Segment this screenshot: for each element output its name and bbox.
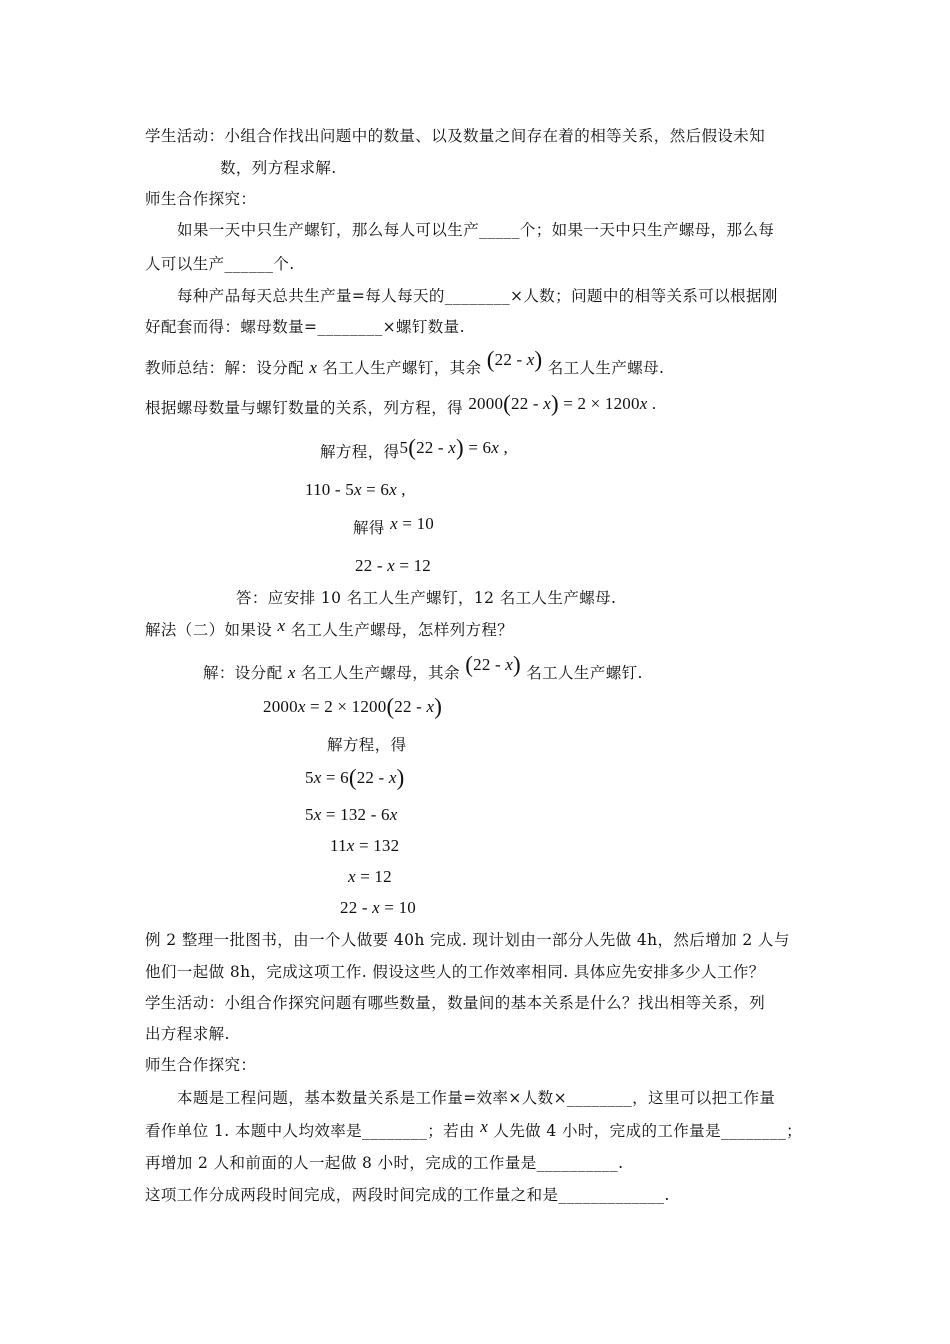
equation-11: 22 - x = 10 — [340, 898, 417, 917]
example-2-line: 例 2 整理一批图书，由一个人做要 40h 完成. 现计划由一部分人先做 4h，然后增加 2 人与 — [145, 931, 790, 949]
equation-5: 22 - x = 12 — [355, 556, 432, 575]
solve-line — [320, 435, 508, 462]
jiede-text: 解得 — [353, 519, 385, 537]
paragraph-line: 如果一天中只生产螺钉，那么每人可以生产_____个；如果一天中只生产螺母，那么每 — [177, 221, 775, 239]
equation-7: 5x = 6(22 - x) — [305, 765, 405, 790]
paragraph-line: 这项工作分成两段时间完成，两段时间完成的工作量之和是_____________. — [145, 1186, 670, 1204]
summary-text-c: 名工人生产螺母. — [547, 359, 665, 377]
method-two-text-b: 名工人生产螺母，怎样列方程？ — [290, 621, 514, 639]
m2s-text-c: 名工人生产螺钉. — [526, 664, 643, 682]
relation-line — [145, 391, 657, 418]
m2s-text-a: 解：设分配 — [203, 664, 283, 682]
equation-8: 5x = 132 - 6x — [305, 805, 398, 824]
relation-text: 根据螺母数量与螺钉数量的关系，列方程，得 — [145, 399, 464, 417]
paragraph-line: 好配套而得：螺母数量=________×螺钉数量. — [145, 318, 465, 336]
paragraph-line: 再增加 2 人和前面的人一起做 8 小时，完成的工作量是__________. — [145, 1154, 624, 1172]
section-heading: 师生合作探究： — [145, 190, 257, 208]
var-x: x — [480, 1117, 489, 1136]
paragraph-line: 本题是工程问题，基本数量关系是工作量=效率×人数×________，这里可以把工作量 — [177, 1089, 776, 1107]
m2s-text-b: 名工人生产螺母，其余 — [300, 664, 460, 682]
equation-2: 5(22 - x) = 6x , — [399, 435, 508, 460]
equation-9: 11x = 132 — [330, 836, 400, 855]
paragraph-line: 学生活动：小组合作探究问题有哪些数量，数量间的基本关系是什么？找出相等关系，列 — [145, 994, 766, 1012]
paragraph-line: 人可以生产______个. — [145, 255, 295, 273]
var-x: x — [309, 358, 318, 377]
equation-4: x = 10 — [390, 514, 434, 533]
ex-text-a: 看作单位 1. 本题中人均效率是________；若由 — [145, 1122, 475, 1140]
expr-22-minus-x: (22 - x) — [465, 652, 521, 677]
solve-line-2: 解方程，得 — [327, 736, 407, 754]
method-two-line — [145, 616, 514, 640]
var-x: x — [277, 616, 286, 635]
method-two-solution-line — [203, 652, 643, 683]
solved-line — [353, 514, 434, 538]
var-x: x — [287, 663, 296, 682]
expr-22-minus-x: (22 - x) — [486, 347, 543, 372]
teacher-summary-line — [145, 347, 665, 378]
solve-text: 解方程，得 — [320, 443, 400, 461]
equation-1: 2000(22 - x) = 2 × 1200x . — [468, 391, 657, 416]
equation-10: x = 12 — [348, 867, 392, 886]
paragraph-line: 数，列方程求解. — [220, 159, 337, 177]
equation-3: 110 - 5x = 6x , — [305, 480, 406, 499]
answer-line: 答：应安排 10 名工人生产螺钉，12 名工人生产螺母. — [236, 589, 617, 607]
summary-text-b: 名工人生产螺钉，其余 — [322, 359, 482, 377]
paragraph-line: 每种产品每天总共生产量=每人每天的________×人数；问题中的相等关系可以根据刚 — [177, 287, 778, 305]
ex-text-b: 人先做 4 小时，完成的工作量是________； — [493, 1122, 803, 1140]
summary-text-a: 教师总结：解：设分配 — [145, 359, 305, 377]
paragraph-line — [145, 1117, 803, 1141]
paragraph-line: 他们一起做 8h，完成这项工作. 假设这些人的工作效率相同. 具体应先安排多少人工作？ — [145, 963, 765, 981]
section-heading: 师生合作探究： — [145, 1056, 257, 1074]
equation-6: 2000x = 2 × 1200(22 - x) — [263, 694, 443, 719]
paragraph-line: 出方程求解. — [145, 1025, 230, 1043]
method-two-text-a: 解法（二）如果设 — [145, 621, 273, 639]
paragraph-line: 学生活动：小组合作找出问题中的数量、以及数量之间存在着的相等关系，然后假设未知 — [145, 127, 766, 145]
